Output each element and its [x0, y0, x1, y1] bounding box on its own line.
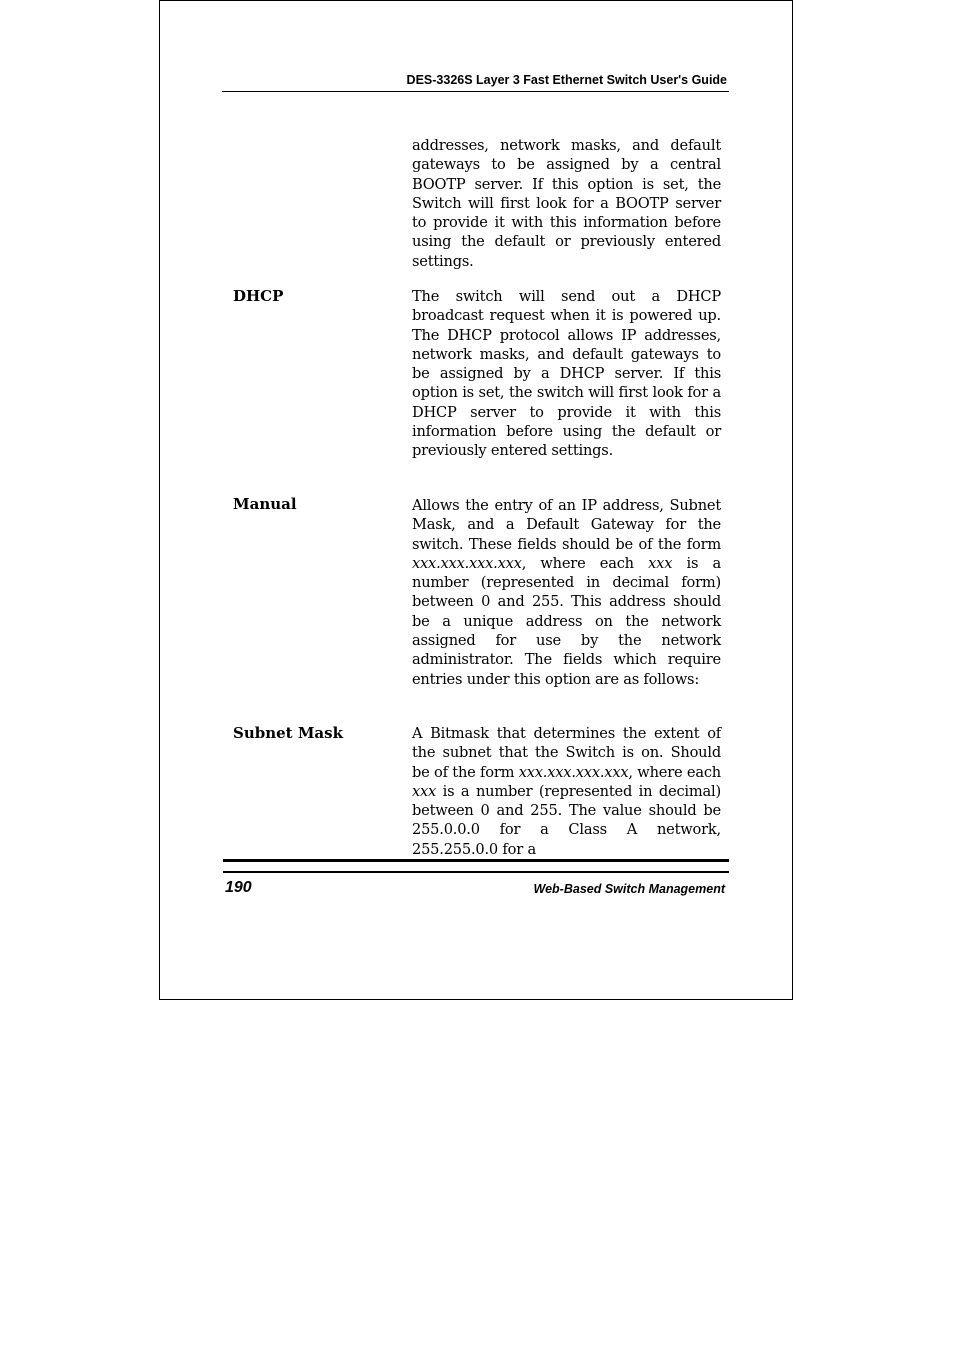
- manual-desc-part3: is a number (represented in decimal form) between 0 and 255. This address should be a unique address on the network assigned for use by the network administrator. The fields which require entries under this option are as follows:: [412, 554, 721, 688]
- manual-desc-italic1: xxx.xxx.xxx.xxx: [412, 554, 522, 572]
- manual-desc-italic2: xxx: [648, 554, 673, 572]
- subnet-mask-description: [412, 724, 721, 859]
- dhcp-description: The switch will send out a DHCP broadcast request when it is powered up. The DHCP protocol allows IP addresses, network masks, and default gateways to be assigned by a DHCP server. If this option is set, the switch will first look for a DHCP server to provide it with this information before using the default or previously entered settings.: [412, 288, 721, 460]
- manual-term: Manual: [233, 495, 297, 513]
- manual-desc-part1: Allows the entry of an IP address, Subnet Mask, and a Default Gateway for the switch. These fields should be of the form: [412, 497, 721, 553]
- running-header: DES-3326S Layer 3 Fast Ethernet Switch User's Guide: [406, 73, 727, 87]
- page-number: 190: [225, 879, 252, 896]
- subnet-desc-part2: , where each: [628, 763, 721, 781]
- manual-desc-part2: , where each: [521, 554, 649, 572]
- footer-rule-thick: [223, 859, 729, 862]
- footer-rule-thin: [223, 871, 729, 873]
- subnet-desc-italic2: xxx: [412, 782, 437, 800]
- subnet-desc-part1: A Bitmask that determines the extent of the subnet that the Switch is on. Should be of the form: [412, 725, 721, 781]
- bootp-description: addresses, network masks, and default gateways to be assigned by a central BOOTP server. If this option is set, the Switch will first look for a BOOTP server to provide it with this information before using the default or previously entered settings.: [412, 137, 721, 270]
- subnet-desc-part3: is a number (represented in decimal) between 0 and 255. The value should be 255.0.0.0 for a Class A network, 255.255.0.0 for a: [412, 782, 721, 858]
- header-rule: [222, 91, 729, 92]
- subnet-mask-term: Subnet Mask: [233, 724, 343, 742]
- manual-description: [412, 496, 721, 689]
- running-footer: Web-Based Switch Management: [533, 882, 725, 896]
- subnet-desc-italic1: xxx.xxx.xxx.xxx: [518, 763, 629, 781]
- dhcp-term: DHCP: [233, 287, 284, 305]
